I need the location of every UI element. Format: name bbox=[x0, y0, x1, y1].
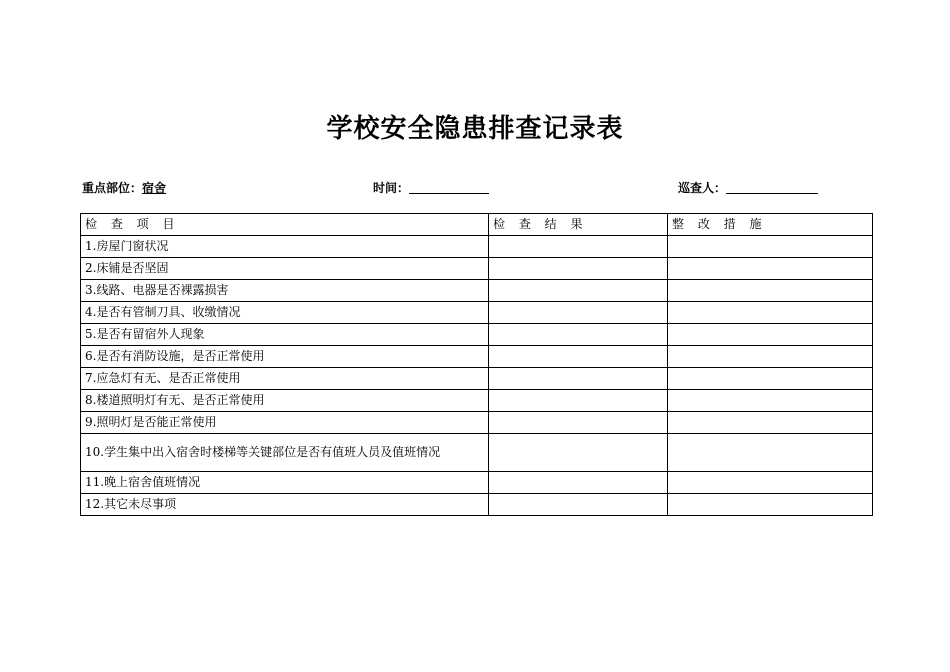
item-cell: 11.晚上宿舍值班情况 bbox=[81, 472, 489, 494]
result-cell[interactable] bbox=[489, 390, 668, 412]
inspector-field bbox=[678, 179, 818, 196]
item-cell: 6.是否有消防设施，是否正常使用 bbox=[81, 346, 489, 368]
table-row bbox=[81, 472, 873, 494]
document-title: 学校安全隐患排查记录表 bbox=[326, 114, 624, 144]
inspection-table bbox=[80, 213, 873, 516]
table-row bbox=[81, 412, 873, 434]
table-row bbox=[81, 258, 873, 280]
item-cell: 12.其它未尽事项 bbox=[81, 494, 489, 516]
result-cell[interactable] bbox=[489, 368, 668, 390]
inspector-label: 巡查人： bbox=[678, 181, 727, 195]
measure-cell[interactable] bbox=[668, 236, 873, 258]
header-result: 检 查 结 果 bbox=[489, 214, 668, 236]
measure-cell[interactable] bbox=[668, 434, 873, 472]
table-row bbox=[81, 494, 873, 516]
result-cell[interactable] bbox=[489, 280, 668, 302]
measure-cell[interactable] bbox=[668, 258, 873, 280]
table-row bbox=[81, 390, 873, 412]
item-cell: 7.应急灯有无、是否正常使用 bbox=[81, 368, 489, 390]
result-cell[interactable] bbox=[489, 236, 668, 258]
table-row bbox=[81, 324, 873, 346]
item-cell: 1.房屋门窗状况 bbox=[81, 236, 489, 258]
measure-cell[interactable] bbox=[668, 368, 873, 390]
inspector-blank-line[interactable] bbox=[726, 181, 818, 194]
result-cell[interactable] bbox=[489, 472, 668, 494]
item-cell: 5.是否有留宿外人现象 bbox=[81, 324, 489, 346]
result-cell[interactable] bbox=[489, 324, 668, 346]
measure-cell[interactable] bbox=[668, 494, 873, 516]
result-cell[interactable] bbox=[489, 494, 668, 516]
table-row bbox=[81, 302, 873, 324]
item-cell: 9.照明灯是否能正常使用 bbox=[81, 412, 489, 434]
location-label: 重点部位： bbox=[82, 181, 143, 195]
result-cell[interactable] bbox=[489, 346, 668, 368]
measure-cell[interactable] bbox=[668, 302, 873, 324]
table-row bbox=[81, 236, 873, 258]
item-cell: 2.床铺是否坚固 bbox=[81, 258, 489, 280]
measure-cell[interactable] bbox=[668, 412, 873, 434]
table-header-row bbox=[81, 214, 873, 236]
item-cell: 3.线路、电器是否裸露损害 bbox=[81, 280, 489, 302]
result-cell[interactable] bbox=[489, 302, 668, 324]
item-cell: 8.楼道照明灯有无、是否正常使用 bbox=[81, 390, 489, 412]
measure-cell[interactable] bbox=[668, 346, 873, 368]
item-cell: 4.是否有管制刀具、收缴情况 bbox=[81, 302, 489, 324]
table-row bbox=[81, 346, 873, 368]
time-field bbox=[373, 179, 489, 196]
result-cell[interactable] bbox=[489, 258, 668, 280]
header-item: 检 查 项 目 bbox=[81, 214, 489, 236]
result-cell[interactable] bbox=[489, 434, 668, 472]
location-field bbox=[82, 179, 166, 196]
measure-cell[interactable] bbox=[668, 324, 873, 346]
table-row bbox=[81, 368, 873, 390]
measure-cell[interactable] bbox=[668, 280, 873, 302]
measure-cell[interactable] bbox=[668, 472, 873, 494]
table-row bbox=[81, 280, 873, 302]
header-measure: 整 改 措 施 bbox=[668, 214, 873, 236]
location-value: 宿舍 bbox=[142, 181, 167, 195]
time-label: 时间： bbox=[373, 181, 410, 195]
result-cell[interactable] bbox=[489, 412, 668, 434]
measure-cell[interactable] bbox=[668, 390, 873, 412]
time-blank-line[interactable] bbox=[409, 181, 489, 194]
table-row bbox=[81, 434, 873, 472]
item-cell: 10.学生集中出入宿舍时楼梯等关键部位是否有值班人员及值班情况 bbox=[81, 434, 489, 472]
